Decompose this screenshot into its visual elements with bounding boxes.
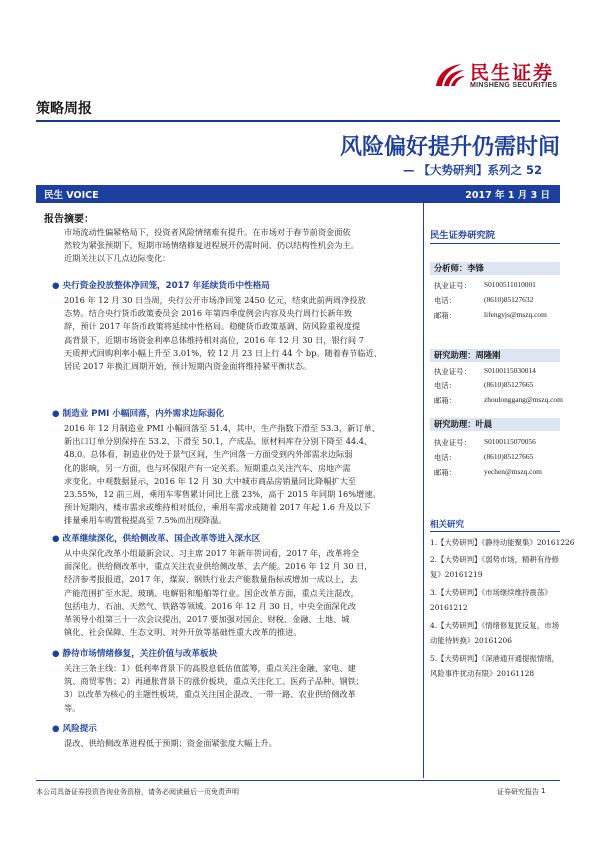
text-line: 近期关注以下几点边际变化： bbox=[64, 253, 171, 264]
related-link[interactable]: 2.【大势研判】《弱势市场，精耕有待修 复》20161219 bbox=[430, 555, 559, 579]
text-line: 3）以改革为核心的主题性板块，重点关注国企混改、一带一路、农业供给侧改革 bbox=[64, 689, 356, 700]
page-subtitle: — 【大势研判】系列之 52 bbox=[402, 163, 542, 177]
text-line: 求变化。中观数据显示，2016 年 12 月 30 大中城市商品房销量同比降幅扩大至 bbox=[64, 475, 357, 486]
contact-row: 邮箱： yechen@mszq.com bbox=[434, 467, 542, 477]
contact-row: 执业证号： S0100115030014 bbox=[434, 366, 536, 376]
text-line: 化的影响，另一方面，也与环保限产有一定关系。短期重点关注汽车、房地产需 bbox=[64, 462, 351, 473]
bullet-icon: ● bbox=[52, 534, 60, 544]
contact-row: 执业证号： S0100511010001 bbox=[434, 280, 536, 290]
text-line: 关注三条主线：1）低利率背景下的高股息低估值蓝筹，重点关注金融、家电、建 bbox=[64, 663, 356, 673]
analyst-role-ye-chen: 研究助理：叶晨 bbox=[430, 418, 560, 431]
footer-disclaimer: 本公司具备证券投资咨询业务资格，请务必阅读最后一页免责声明 bbox=[36, 788, 239, 796]
text-line: 镇化、社会保障、生态文明、对外开放等基础性重大改革的推进。 bbox=[64, 627, 302, 638]
section-body-reform bbox=[64, 547, 414, 639]
bullet-icon: ● bbox=[52, 409, 60, 419]
text-line: 然较为紧张预期下，短期市场情绪修复进程展开仍需时间，仍以结构性机会为主。 bbox=[64, 240, 359, 251]
contact-row: 执业证号： S0100115070056 bbox=[434, 437, 536, 447]
brand-name-cn: 民生证券 bbox=[470, 62, 555, 84]
related-research-label: 相关研究 bbox=[430, 520, 465, 530]
text-line: 天质押式回购利率小幅上升至 3.01%，较 12 月 23 日上行 44 个 bp。随着春节临近、 bbox=[64, 347, 382, 358]
text-line: 面深化。供给侧改革中，重点关注农业供给侧改革、去产能。2016 年 12 月 30 日， bbox=[64, 561, 373, 572]
text-line: 居民 2017 年换汇周期开始，预计短期内资金面将维持紧平衡状态。 bbox=[64, 361, 312, 372]
bullet-icon: ● bbox=[52, 649, 60, 659]
text-line: 混改、供给侧改革进程低于预期；资金面紧张度大幅上升。 bbox=[64, 738, 277, 748]
text-line: 包括电力、石油、天然气、铁路等领域。2016 年 12 月 30 日，中央全面深化改 bbox=[64, 600, 357, 611]
text-line: 48.0。总体看，制造业仍处于景气区间，生产回落一方面受到内外部需求边际弱 bbox=[64, 449, 353, 460]
page-title: 风险偏好提升仍需时间 bbox=[339, 135, 560, 160]
text-line: 从中央深化改革小组最新会议、习主席 2017 年新年贺词看，2017 年，改革将全 bbox=[64, 548, 360, 558]
text-line: 革领导小组第三十一次会议提出，2017 要加强对国企、财税、金融、土地、城 bbox=[64, 614, 350, 625]
section-heading-pmi: ● 制造业 PMI 小幅回落，内外需求边际弱化 bbox=[52, 409, 225, 419]
text-line: 辞，预计 2017 年货币政策将延续中性格局。稳健货币政策基调、防风险重视度提 bbox=[64, 321, 361, 332]
related-link[interactable]: 3.【大势研判】《市场继续维持震荡》 20161212 bbox=[430, 588, 552, 612]
bullet-icon: ● bbox=[52, 724, 60, 734]
section-heading-reform: ● 改革继续深化，供给侧改革、国企改革等进入深水区 bbox=[52, 534, 261, 544]
section-heading-monetary: ● 央行资金投放整体净回笼，2017 年延续货币中性格局 bbox=[52, 281, 270, 291]
text-line: 市场流动性偏紧格局下，投资者风险情绪难有提升。在市场对于春节前资金面依 bbox=[64, 227, 351, 237]
section-body-monetary bbox=[64, 294, 414, 373]
text-line: 筑、商贸零售；2）再通胀背景下的涨价板块，重点关注化工、医药子品种、钢铁； bbox=[64, 676, 364, 687]
related-link[interactable]: 5.【大势研判】《深港通开通提振情绪， 风险事件扰动有限》20161128 bbox=[430, 654, 559, 678]
text-line: 高背景下，近期市场资金利率总体维持相对高位，2016 年 12 月 30 日，银行间 7 bbox=[64, 334, 364, 345]
contact-row: 电话： (8610)85127632 bbox=[434, 295, 534, 305]
contact-row: 邮箱： zhoulonggang@mszq.com bbox=[434, 395, 563, 405]
contact-row: 电话： (8610)85127665 bbox=[434, 452, 534, 462]
section-heading-outlook: ● 静待市场情绪修复，关注价值与改革板块 bbox=[52, 649, 218, 659]
footer-divider bbox=[36, 780, 560, 781]
brand-name-en: MINSHENG SECURITIES bbox=[470, 82, 558, 89]
section-body-outlook bbox=[64, 662, 414, 715]
text-line: 产能范围扩至水泥、玻璃、电解铝和船舶等行业。国企改革方面，重点关注混改， bbox=[64, 587, 359, 598]
footer-doc-type: 证券研究报告 bbox=[497, 788, 539, 796]
analyst-role-zhou-longgang: 研究助理：周隆刚 bbox=[430, 349, 560, 362]
institute-name: 民生证券研究院 bbox=[430, 230, 496, 241]
bullet-icon: ● bbox=[52, 281, 60, 291]
text-line: 新出口订单分别保持在 53.2、下滑至 50.1，产成品、原材料库存分别下降至 44.4、 bbox=[64, 436, 373, 447]
section-body-pmi bbox=[64, 422, 414, 528]
text-line: 2016 年 12 月制造业 PMI 小幅回落至 51.4，其中，生产指数下滑至 53.3，新订单、 bbox=[64, 423, 380, 433]
summary-label: 报告摘要： bbox=[44, 214, 94, 225]
contact-row: 电话： (8610)85127665 bbox=[434, 380, 534, 390]
page-number: 1 bbox=[541, 787, 546, 795]
header-divider bbox=[36, 120, 560, 122]
text-line: 态势。结合央行货币政策委员会 2016 年第四季度例会内容及央行周行长新年致 bbox=[64, 308, 353, 319]
text-line: 排量乘用车购置税提高至 7.5%而出现降温。 bbox=[64, 515, 227, 526]
sidebar-divider bbox=[423, 203, 424, 778]
institute-divider bbox=[430, 243, 560, 244]
related-divider bbox=[430, 531, 560, 532]
intro-paragraph bbox=[64, 226, 414, 266]
text-line: 23.55%，12 前三周，乘用车零售累计同比上涨 23%，高于 2015 年同期 16%增速。 bbox=[64, 489, 381, 500]
minsheng-logo-icon bbox=[432, 60, 466, 90]
text-line: 预计短期内，楼市需求或维持相对低位，乘用车需求或随着 2017 年起 1.6 升及以下 bbox=[64, 502, 371, 513]
report-type: 策略周报 bbox=[36, 101, 92, 117]
contact-row: 邮箱： lifengyjs@mszq.com bbox=[434, 310, 547, 320]
text-line: 等。 bbox=[64, 702, 81, 713]
text-line: 2016 年 12 月 30 日当周，央行公开市场净回笼 2450 亿元，结束此前两周净投放 bbox=[64, 295, 366, 305]
section-heading-risk: ● 风险提示 bbox=[52, 724, 97, 734]
report-date: 2017 年 1 月 3 日 bbox=[465, 190, 550, 201]
related-link[interactable]: 4.【大势研判】《情绪修复犹反复，市场 动能待转换》20161206 bbox=[430, 621, 559, 645]
related-link[interactable]: 1.【大势研判】《静待动能聚集》20161226 bbox=[430, 538, 575, 547]
text-line: 经济参考报报道，2017 年，煤炭、钢铁行业去产能数量指标或增加一成以上，去 bbox=[64, 574, 358, 585]
band-column-label: 民生 VOICE bbox=[44, 190, 99, 201]
analyst-role-li-feng: 分析师：李锋 bbox=[430, 262, 560, 275]
section-body-risk bbox=[64, 737, 414, 750]
